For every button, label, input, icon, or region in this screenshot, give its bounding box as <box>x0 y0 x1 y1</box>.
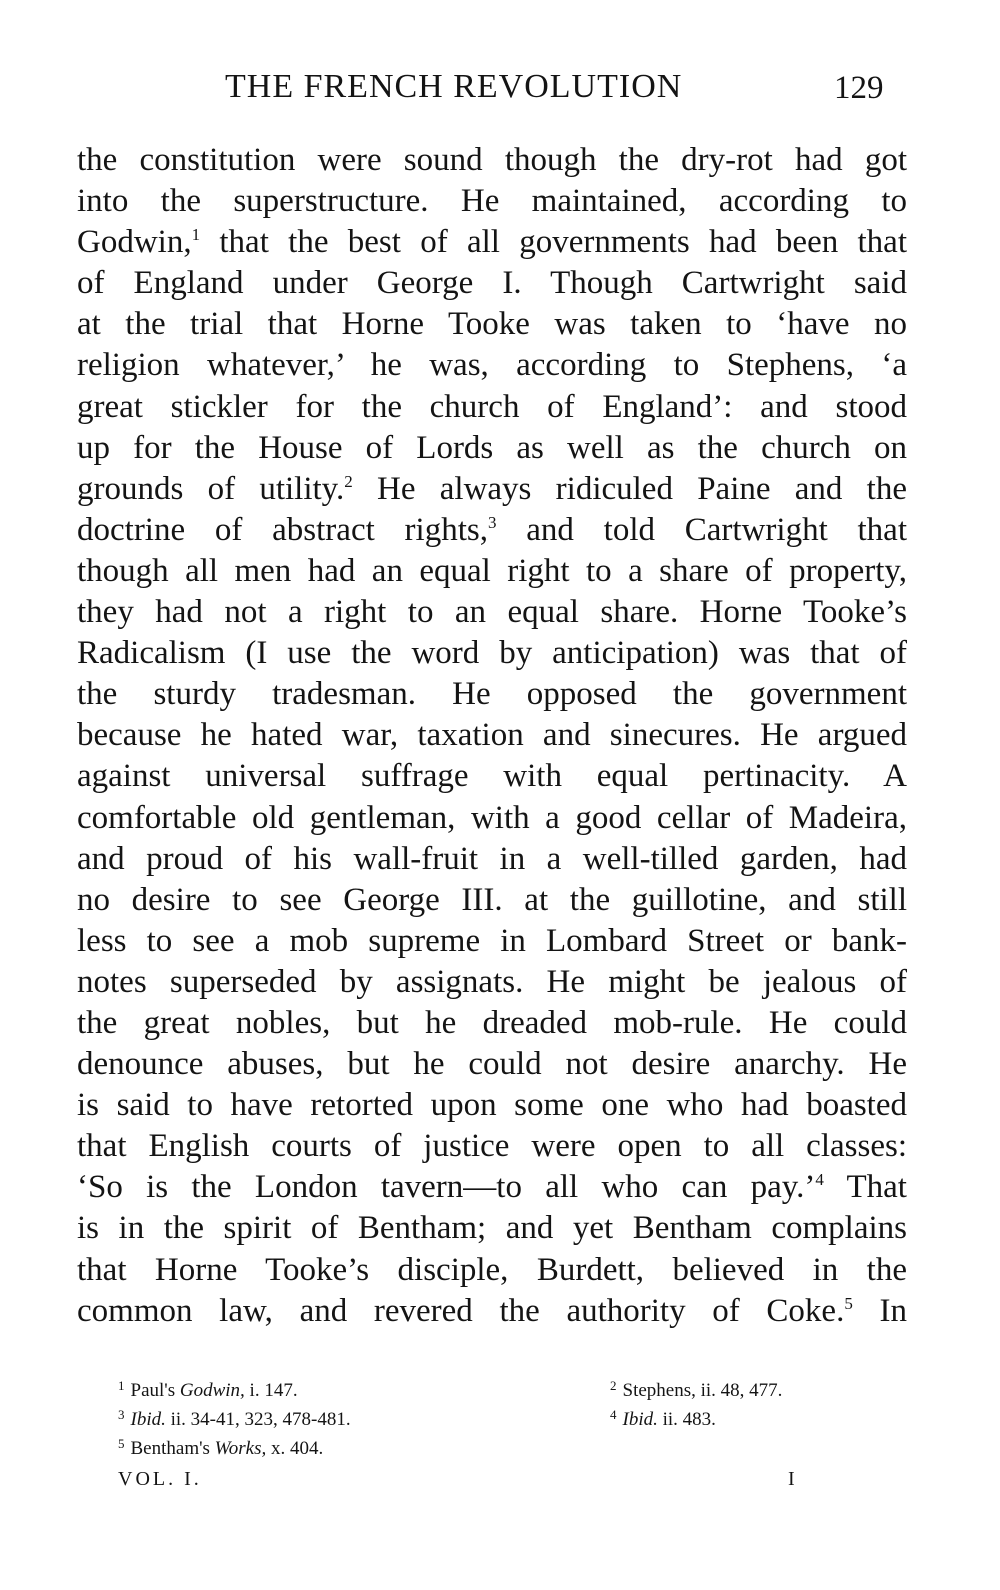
footnote-ref: 5 <box>844 1293 853 1313</box>
text-line: religion whatever,’ he was, according to Stephens, ‘a <box>77 347 907 384</box>
text-line: the sturdy tradesman. He opposed the government <box>77 676 907 713</box>
text-line: comfortable old gentleman, with a good cellar of Madeira, <box>77 799 907 836</box>
footnote-text: Stephens, ii. 48, 477. <box>622 1380 783 1401</box>
text-segment: and told Cartwright that <box>496 511 907 548</box>
text-segment: That <box>823 1169 907 1206</box>
footnote-row <box>118 1400 898 1429</box>
footnote-number: 3 <box>118 1407 125 1422</box>
footnote-5 <box>118 1438 323 1459</box>
footnote-title: Ibid. <box>130 1409 166 1430</box>
body-text <box>77 140 907 1332</box>
footnote-1 <box>118 1380 298 1401</box>
running-title: THE FRENCH REVOLUTION <box>225 68 683 105</box>
text-line: that Horne Tooke’s disciple, Burdett, believed in the <box>77 1251 907 1288</box>
footnote-ref: 2 <box>344 471 353 491</box>
text-segment: common law, and revered the authority of Coke. <box>77 1292 845 1329</box>
footnote-number: 1 <box>118 1378 125 1393</box>
footnote-text: ii. 34-41, 323, 478-481. <box>165 1409 351 1430</box>
footnote-row <box>118 1371 898 1400</box>
footnote-ref: 4 <box>815 1170 824 1190</box>
text-segment: Godwin, <box>77 224 192 261</box>
text-line: great stickler for the church of England’: and stood <box>77 388 907 425</box>
text-line: that English courts of justice were open to all classes: <box>77 1128 907 1165</box>
footnote-number: 2 <box>610 1378 617 1393</box>
text-line: they had not a right to an equal share. Horne Tooke’s <box>77 594 907 631</box>
signature-mark: I <box>788 1468 798 1490</box>
footnote-text: x. 404. <box>266 1438 324 1459</box>
text-line: against universal suffrage with equal pertinacity. A <box>77 758 907 795</box>
footnotes <box>118 1371 898 1458</box>
text-segment: He always ridiculed Paine and the <box>352 470 907 507</box>
text-line: up for the House of Lords as well as the church on <box>77 429 907 466</box>
footnote-ref: 3 <box>487 512 497 532</box>
text-line <box>77 510 907 551</box>
text-line: the great nobles, but he dreaded mob-rule. He could <box>77 1004 907 1041</box>
text-line: because he hated war, taxation and sinecures. He argued <box>77 717 907 754</box>
footnote-row <box>118 1429 898 1458</box>
footnote-text: i. 147. <box>244 1380 298 1401</box>
text-segment: that the best of all governments had been that <box>200 224 907 261</box>
text-segment: doctrine of abstract rights, <box>77 511 488 548</box>
text-line: Radicalism (I use the word by anticipation) was that of <box>77 635 907 672</box>
text-line: the constitution were sound though the dry-rot had got <box>77 142 907 178</box>
footnote-title: Ibid. <box>622 1409 658 1430</box>
text-segment: ‘So is the London tavern—to all who can pay.’ <box>77 1169 816 1206</box>
text-line: less to see a mob supreme in Lombard Street or bank- <box>77 922 907 959</box>
footnote-title: Godwin, <box>179 1380 245 1401</box>
footnote-number: 4 <box>610 1407 617 1422</box>
text-line <box>77 469 907 510</box>
signature-line <box>118 1468 818 1498</box>
footnote-text: Paul's <box>130 1380 180 1401</box>
running-header <box>0 68 1000 112</box>
text-line: notes superseded by assignats. He might be jealous of <box>77 963 907 1000</box>
text-segment: grounds of utility. <box>77 470 345 507</box>
text-line: is said to have retorted upon some one who had boasted <box>77 1087 907 1124</box>
text-line: of England under George I. Though Cartwright said <box>77 265 907 302</box>
text-line: denounce abuses, but he could not desire anarchy. He <box>77 1046 907 1083</box>
footnote-3 <box>118 1409 351 1430</box>
text-line <box>77 1291 907 1332</box>
footnote-ref: 1 <box>191 225 201 245</box>
text-line: though all men had an equal right to a share of property, <box>77 552 907 589</box>
text-segment: In <box>852 1292 907 1329</box>
text-line: at the trial that Horne Tooke was taken to ‘have no <box>77 306 907 343</box>
text-line <box>77 222 907 263</box>
volume-mark: VOL. I. <box>118 1468 202 1490</box>
text-line: and proud of his wall-fruit in a well-tilled garden, had <box>77 840 907 877</box>
text-line <box>77 1167 907 1208</box>
footnote-text: ii. 483. <box>657 1409 716 1430</box>
text-line: is in the spirit of Bentham; and yet Bentham complains <box>77 1210 907 1247</box>
footnote-text: Bentham's <box>130 1438 215 1459</box>
page-number: 129 <box>834 70 884 106</box>
text-line: no desire to see George III. at the guillotine, and still <box>77 881 907 918</box>
text-line: into the superstructure. He maintained, according to <box>77 183 907 220</box>
footnote-number: 5 <box>118 1436 125 1451</box>
footnote-title: Works, <box>214 1438 267 1459</box>
